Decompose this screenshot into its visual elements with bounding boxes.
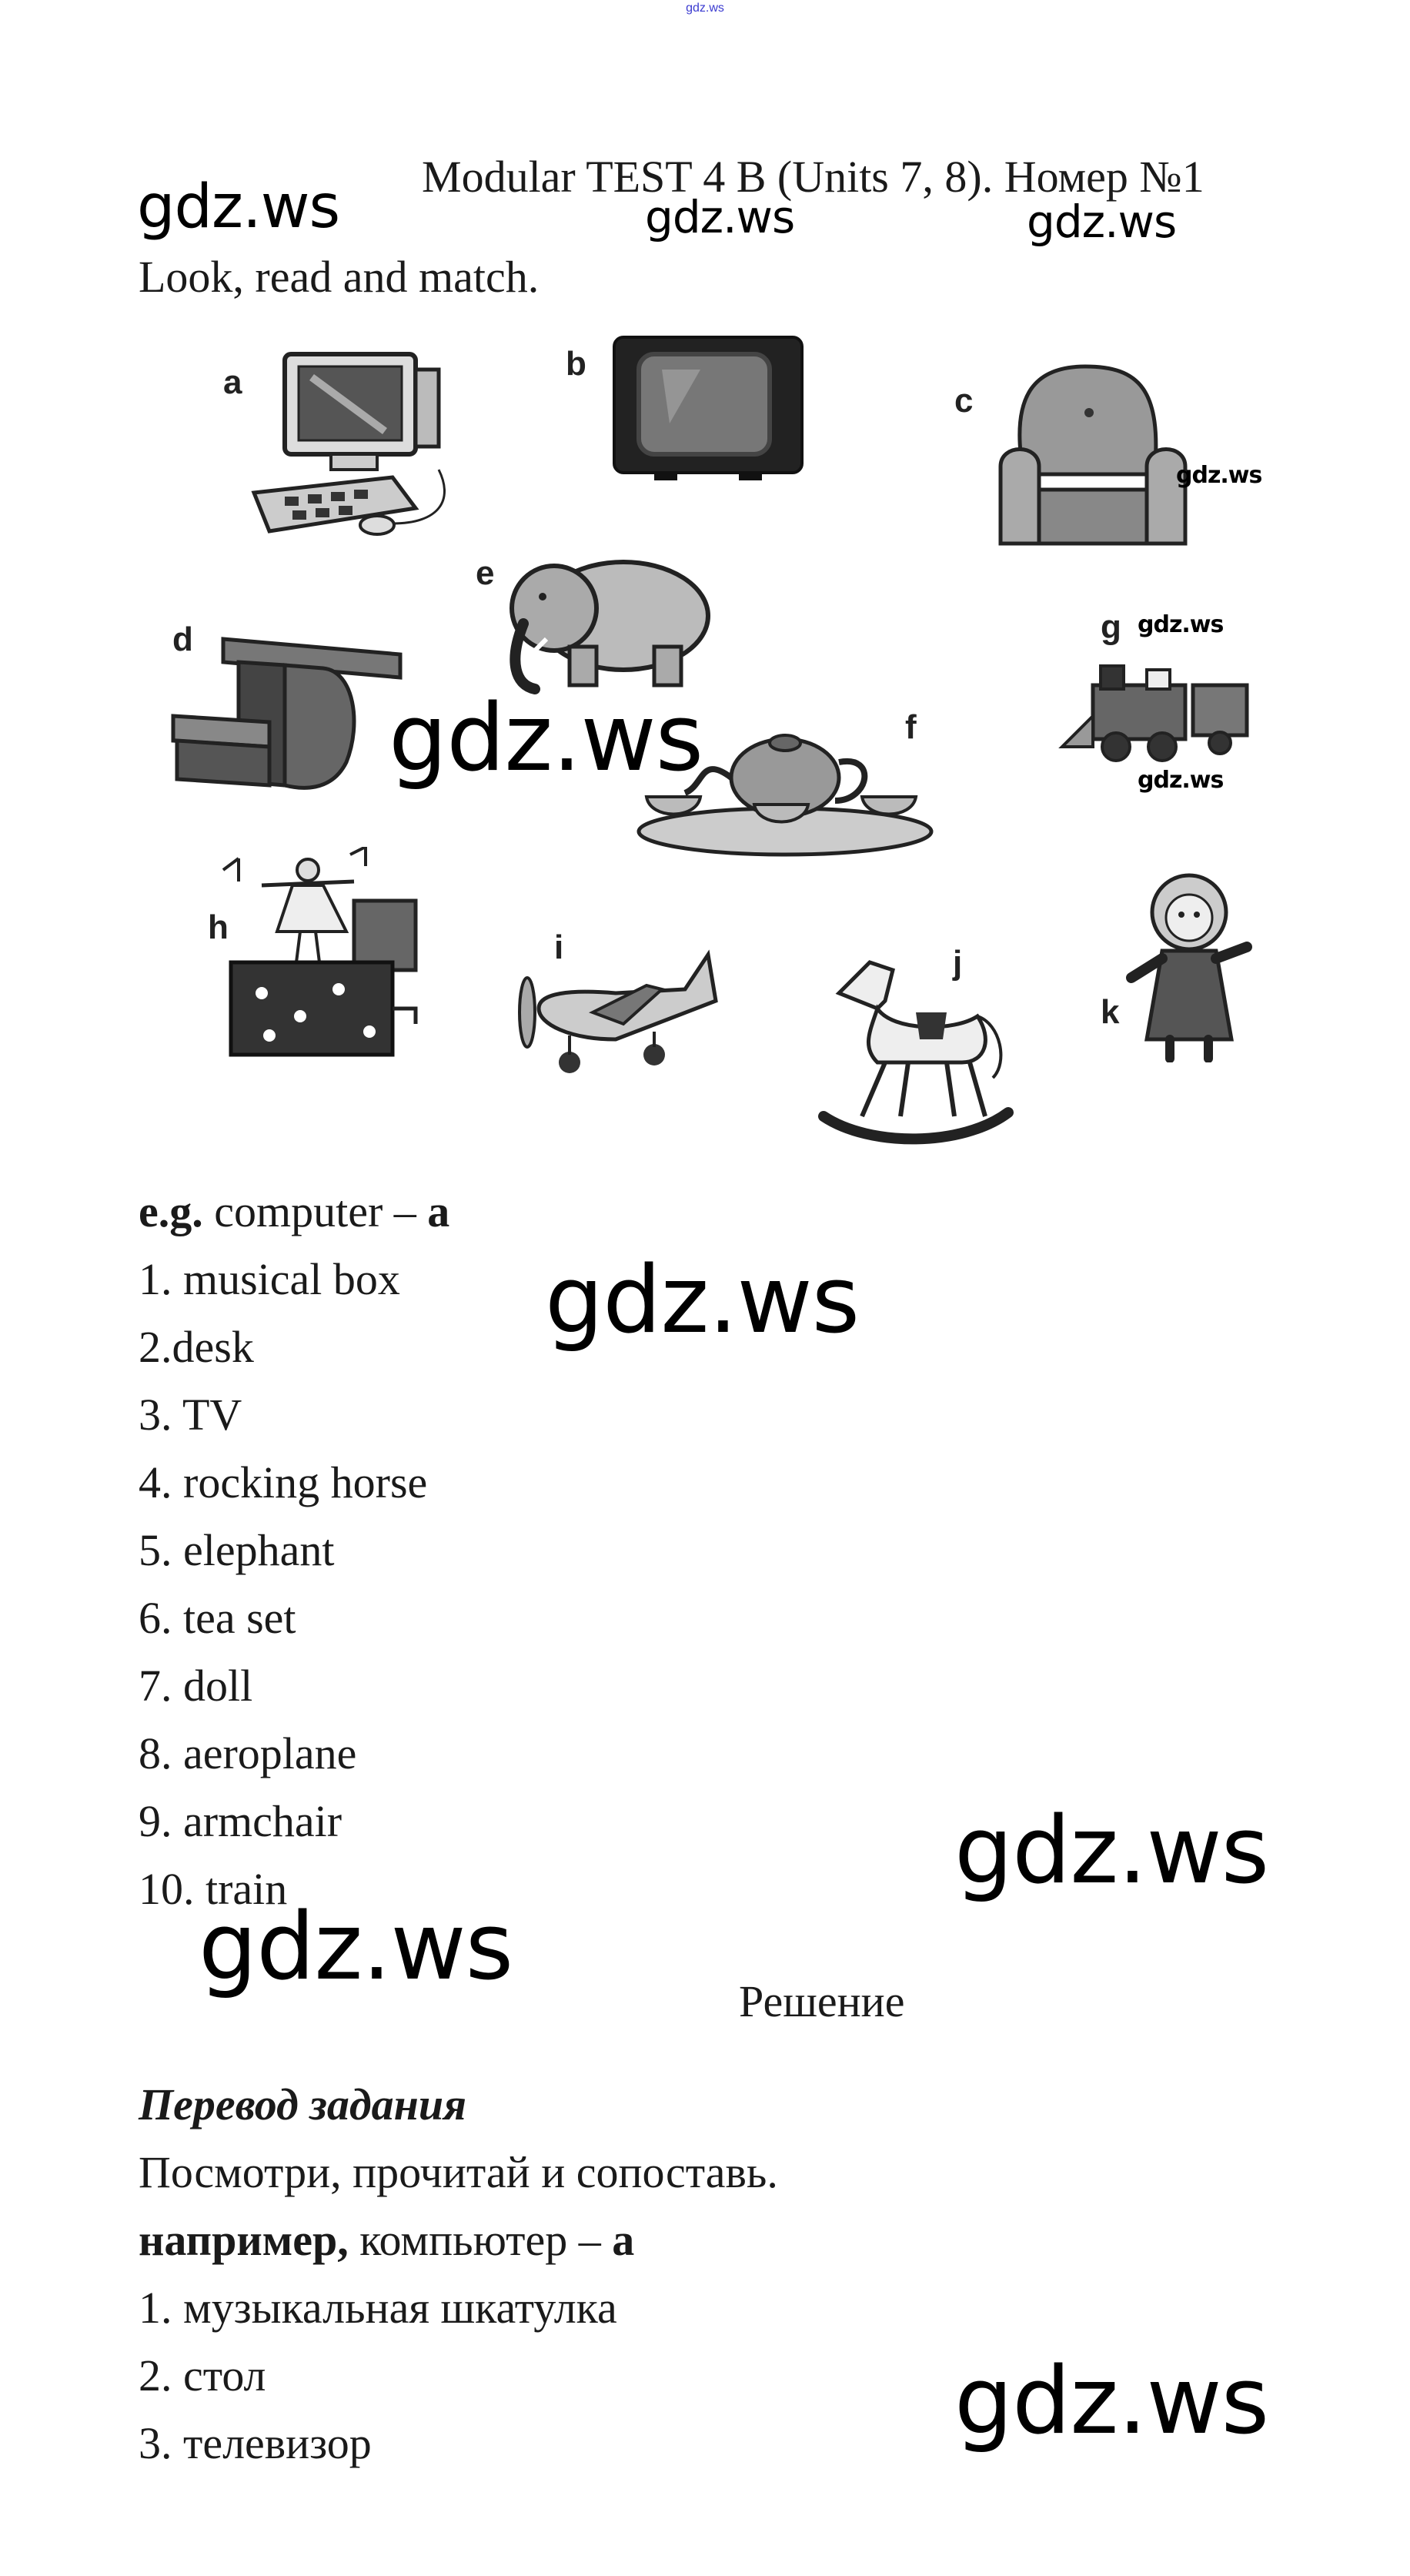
list-item: 6. tea set — [139, 1593, 296, 1643]
watermark: gdz.ws — [645, 191, 795, 243]
watermark: gdz.ws — [954, 2348, 1269, 2455]
picture-letter: e — [476, 554, 495, 592]
picture-letter: d — [172, 621, 193, 658]
translation-example: например, компьютер – а — [139, 2215, 635, 2265]
watermark: gdz.ws — [1138, 611, 1224, 638]
list-item: 8. aeroplane — [139, 1728, 357, 1778]
picture-letter: f — [905, 708, 917, 746]
picture-letter: j — [953, 944, 963, 982]
train-icon — [1054, 662, 1255, 778]
list-item: 10. train — [139, 1864, 288, 1914]
list-item: 4. rocking horse — [139, 1457, 428, 1507]
page-title: Modular TEST 4 B (Units 7, 8). Номер №1 — [422, 152, 1205, 202]
tv-icon — [608, 331, 808, 485]
watermark: gdz.ws — [199, 1894, 513, 2001]
list-item: 2.desk — [139, 1322, 254, 1372]
aeroplane-icon — [508, 947, 723, 1086]
list-item: 7. doll — [139, 1661, 253, 1711]
translation-heading: Перевод задания — [139, 2079, 466, 2129]
watermark: gdz.ws — [1176, 462, 1262, 489]
list-item: 9. armchair — [139, 1796, 342, 1846]
watermark: gdz.ws — [1027, 196, 1177, 248]
translation-instruction: Посмотри, прочитай и сопоставь. — [139, 2147, 778, 2197]
rocking-horse-icon — [808, 947, 1016, 1155]
example-line: e.g. computer – a — [139, 1186, 450, 1236]
picture-letter: i — [554, 928, 564, 966]
list-item: 1. musical box — [139, 1254, 400, 1304]
list-item: 5. elephant — [139, 1525, 335, 1575]
translation-item: 1. музыкальная шкатулка — [139, 2283, 617, 2333]
watermark: gdz.ws — [954, 1798, 1269, 1905]
doll-icon — [1124, 870, 1255, 1062]
desk-icon — [169, 631, 416, 793]
musical-box-icon — [216, 847, 431, 1070]
translation-item: 3. телевизор — [139, 2418, 372, 2468]
armchair-icon — [993, 359, 1193, 559]
picture-letter: g — [1101, 608, 1121, 646]
list-item: 3. TV — [139, 1390, 242, 1440]
top-watermark: gdz.ws — [686, 2, 724, 15]
computer-icon — [239, 346, 462, 539]
watermark: gdz.ws — [545, 1247, 860, 1354]
watermark: gdz.ws — [137, 172, 340, 242]
picture-letter: b — [566, 345, 586, 383]
watermark: gdz.ws — [389, 685, 703, 792]
elephant-icon — [500, 547, 716, 701]
picture-area — [0, 308, 1410, 1178]
instruction: Look, read and match. — [139, 252, 540, 302]
translation-item: 2. стол — [139, 2350, 266, 2400]
picture-letter: h — [208, 908, 229, 946]
picture-letter: k — [1101, 993, 1120, 1031]
picture-letter: a — [223, 363, 242, 401]
watermark: gdz.ws — [1138, 767, 1224, 794]
solution-heading: Решение — [739, 1976, 905, 2026]
picture-letter: c — [954, 382, 974, 420]
